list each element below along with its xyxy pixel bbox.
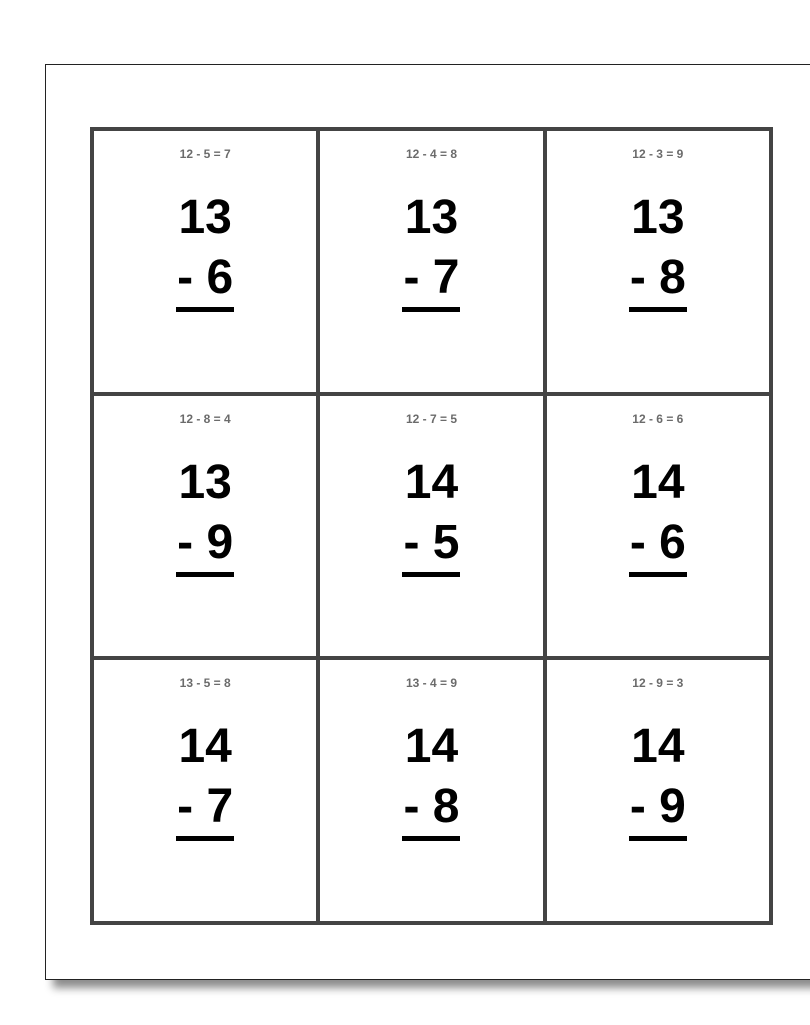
subtrahend: - 7	[403, 251, 460, 304]
hint-equation: 12 - 8 = 4	[179, 411, 231, 426]
minuend: 13	[631, 191, 685, 244]
hint-equation: 12 - 4 = 8	[405, 147, 458, 161]
minuend: 14	[178, 720, 232, 774]
subtrahend: - 7	[177, 780, 234, 834]
flashcard	[94, 131, 316, 392]
answer-line	[629, 307, 687, 312]
answer-line	[176, 572, 234, 577]
hint-equation: 12 - 6 = 6	[632, 411, 684, 426]
answer-line	[176, 307, 234, 312]
flashcard	[94, 396, 316, 657]
answer-line	[629, 572, 687, 577]
subtrahend: - 8	[403, 780, 460, 834]
minuend: 13	[178, 191, 232, 244]
flashcard	[320, 660, 542, 921]
minuend: 13	[404, 191, 459, 244]
hint-equation: 12 - 7 = 5	[405, 411, 458, 426]
hint-equation: 12 - 3 = 9	[632, 147, 684, 161]
subtrahend: - 9	[177, 515, 234, 569]
minuend: 14	[404, 455, 459, 509]
flashcard	[320, 396, 542, 657]
minuend: 14	[404, 720, 459, 774]
minuend: 13	[178, 455, 232, 509]
subtrahend: - 5	[403, 515, 460, 569]
flashcard	[320, 131, 542, 392]
hint-equation: 13 - 5 = 8	[179, 676, 231, 691]
answer-line	[176, 836, 234, 841]
minuend: 14	[631, 720, 685, 774]
subtrahend: - 8	[629, 251, 686, 304]
answer-line	[629, 836, 687, 841]
hint-equation: 12 - 9 = 3	[632, 676, 684, 691]
answer-line	[402, 572, 460, 577]
hint-equation: 12 - 5 = 7	[179, 147, 231, 161]
minuend: 14	[631, 455, 685, 509]
flashcard-grid	[90, 127, 773, 925]
subtrahend: - 6	[629, 515, 686, 569]
flashcard	[547, 660, 769, 921]
flashcard	[547, 131, 769, 392]
answer-line	[402, 836, 460, 841]
subtrahend: - 6	[177, 251, 234, 304]
subtrahend: - 9	[629, 780, 686, 834]
hint-equation: 13 - 4 = 9	[405, 676, 458, 691]
flashcard	[94, 660, 316, 921]
flashcard	[547, 396, 769, 657]
answer-line	[402, 307, 460, 312]
